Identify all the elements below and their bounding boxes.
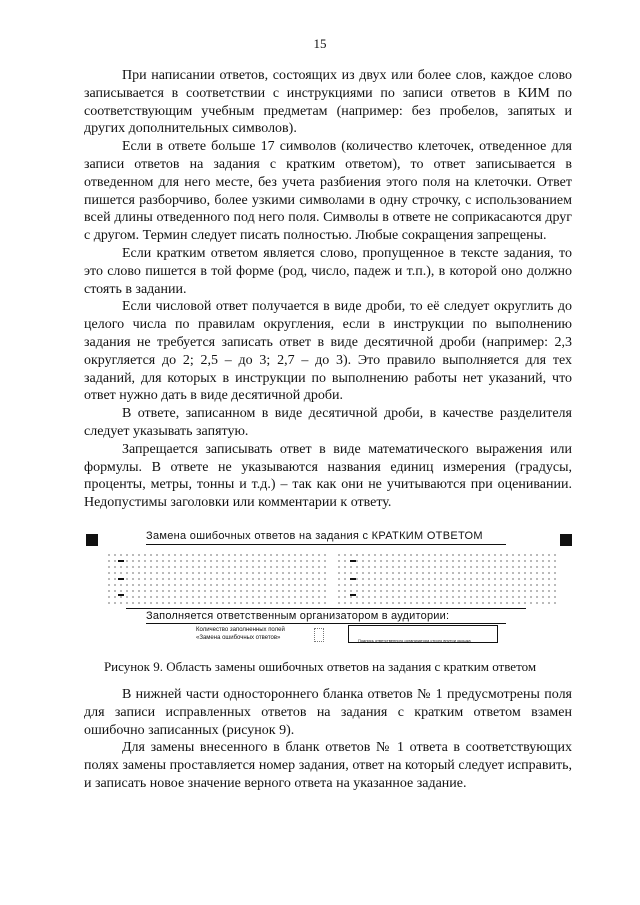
cell-mark: [350, 560, 356, 562]
figure-footer: Заполняется ответственным организатором в аудитории:: [146, 610, 450, 622]
paragraph: Для замены внесенного в бланк ответов № 1 ответа в соответствующих полях замены проставляется номер задания, ответ на который следует исправить, и записать новое значение верного ответа на указанное задание.: [84, 740, 572, 791]
top-text: [84, 67, 572, 512]
divider: [126, 608, 526, 609]
cell-mark: [350, 594, 356, 596]
divider: [146, 544, 506, 545]
count-box: [314, 628, 324, 642]
cell-mark: [350, 578, 356, 580]
registration-mark: [86, 534, 98, 546]
paragraph: При написании ответов, состоящих из двух или более слов, каждое слово записывается в соответствии с инструкциями по записи ответов в КИМ по соответствующим учебным предметам (например: без пробелов, запятых и других дополнительных символов).: [84, 68, 572, 137]
paragraph: Если в ответе больше 17 символов (количество клеточек, отведенное для записи ответов на задания с кратким ответом), то ответ записывается в отведенном для него месте, без учета разбиения этого поля на клеточки. Ответ пишется разборчиво, более узкими символами в одну строчку, с использованием всей длины отведенного под него поля. Символы в ответе не соприкасаются друг с другом. Термин следует писать полностью. Любые сокращения запрещены.: [84, 139, 572, 244]
count-label-line: «Замена ошибочных ответов»: [196, 635, 281, 641]
paragraph: Если кратким ответом является слово, пропущенное в тексте задания, то это слово пишется в той форме (род, число, падеж и т.п.), в которой оно должно стоять в задании.: [84, 245, 572, 297]
answer-cells-left: [106, 552, 326, 608]
answer-cells-right: [336, 552, 556, 608]
answer-replacement-figure: [86, 528, 572, 652]
signature-label: Подпись ответственного организатора строго внутри окошка: [358, 638, 471, 643]
count-label: [196, 626, 285, 642]
paragraph: В ответе, записанном в виде десятичной дроби, в качестве разделителя следует указывать запятую.: [84, 406, 572, 439]
divider: [146, 623, 506, 624]
cell-mark: [118, 560, 124, 562]
paragraph: В нижней части одностороннего бланка ответов № 1 предусмотрены поля для записи исправленных ответов на задания с кратким ответом взамен ошибочно записанных (рисунок 9).: [84, 687, 572, 738]
registration-mark: [560, 534, 572, 546]
cell-mark: [118, 578, 124, 580]
cell-mark: [118, 594, 124, 596]
figure-header: Замена ошибочных ответов на задания с КРАТКИМ ОТВЕТОМ: [146, 530, 483, 542]
paragraph: Если числовой ответ получается в виде дроби, то её следует округлить до целого числа по правилам округления, если в инструкции по выполнению задания не требуется записать ответ в виде десятичной дроби (например: 2,3 округляется до 2; 2,5 – до 3; 2,7 – до 3). Это правило выполняется для тех заданий, для которых в инструкции по выполнению работы нет указаний, что ответ нужно дать в виде десятичной дроби.: [84, 299, 572, 404]
count-label-line: Количество заполненных полей: [196, 627, 285, 633]
bottom-text: [84, 686, 572, 793]
page-number: 15: [313, 36, 327, 51]
paragraph: Запрещается записывать ответ в виде математического выражения или формулы. В ответе не указываются названия единиц измерения (градусы, проценты, метры, тонны и т.д.) – так как они не учитываются при оценивании. Недопустимы заголовки или комментарии к ответу.: [84, 441, 572, 511]
figure-caption: Рисунок 9. Область замены ошибочных ответов на задания с кратким ответом: [103, 659, 537, 674]
